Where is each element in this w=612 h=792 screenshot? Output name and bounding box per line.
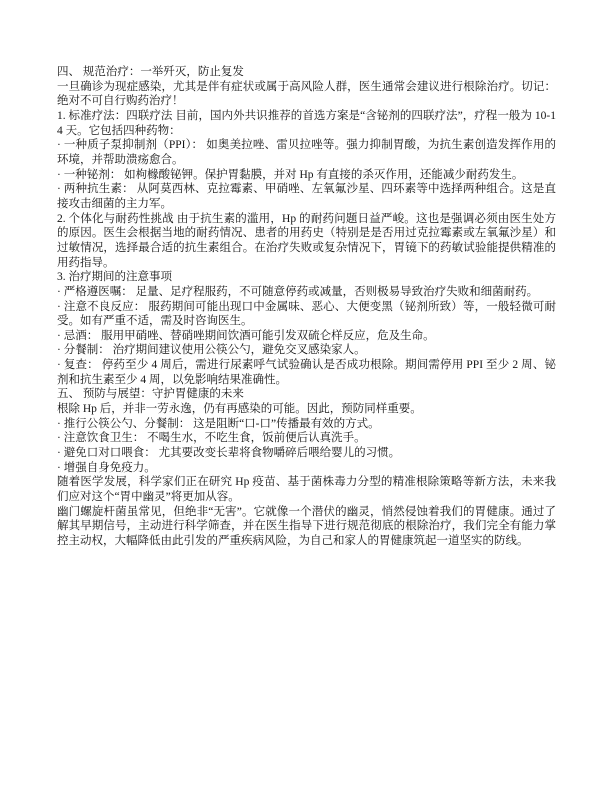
bullet-item: · 一种质子泵抑制剂（PPI）： 如奥美拉唑、雷贝拉唑等。强力抑制胃酸，为抗生素创造发挥作用的环境，并帮助溃疡愈合。 <box>57 139 556 166</box>
bullet-item: · 一种铋剂： 如枸橼酸铋钾。保护胃黏膜，并对 Hp 有直接的杀灭作用，还能减少耐药发生。 <box>57 168 524 181</box>
bullet-item: · 推行公筷公勺、分餐制： 这是阻断“口-口”传播最有效的方式。 <box>57 417 380 430</box>
bullet-item: · 严格遵医嘱： 足量、足疗程服药，不可随意停药或减量，否则极易导致治疗失败和细菌耐药。 <box>57 285 539 298</box>
bullet-item: · 复查： 停药至少 4 周后，需进行尿素呼气试验确认是否成功根除。期间需停用 PPI 至少 2 周、铋剂和抗生素至少 4 周，以免影响结果准确性。 <box>57 359 556 386</box>
section-heading: 四、 规范治疗：一举歼灭，防止复发 <box>57 66 244 78</box>
bullet-item: · 避免口对口喂食： 尤其要改变长辈将食物嚼碎后喂给婴儿的习惯。 <box>57 447 401 460</box>
document-text-block <box>57 65 556 549</box>
bullet-item: · 注意饮食卫生： 不喝生水，不吃生食，饭前便后认真洗手。 <box>57 432 366 445</box>
paragraph: 一旦确诊为现症感染，尤其是伴有症状或属于高风险人群，医生通常会建议进行根除治疗。切记：绝对不可自行购药治疗！ <box>57 80 556 108</box>
numbered-item: 1. 标准疗法：四联疗法 目前，国内外共识推荐的首选方案是“含铋剂的四联疗法”，疗程一般为 10-14 天。它包括四种药物： <box>57 109 556 137</box>
bullet-item: · 忌酒： 服用甲硝唑、替硝唑期间饮酒可能引发双硫仑样反应，危及生命。 <box>57 329 435 342</box>
numbered-item: 2. 个体化与耐药性挑战 由于抗生素的滥用，Hp 的耐药问题日益严峻。这也是强调必须由医生处方的原因。医生会根据当地的耐药情况、患者的用药史（特别是是否用过克拉霉素或左氧氟沙星）和过敏情况，选择最合适的抗生素组合。在治疗失败或复杂情况下，胃镜下的药敏试验能提供精准的用药指导。 <box>57 212 556 269</box>
bullet-item: · 两种抗生素： 从阿莫西林、克拉霉素、甲硝唑、左氧氟沙星、四环素等中选择两种组合。这是直接攻击细菌的主力军。 <box>57 183 556 210</box>
bullet-item: · 注意不良反应： 服药期间可能出现口中金属味、恶心、大便变黑（铋剂所致）等，一般轻微可耐受。如有严重不适，需及时咨询医生。 <box>57 300 556 328</box>
paragraph: 幽门螺旋杆菌虽常见，但绝非“无害”。它就像一个潜伏的幽灵，悄然侵蚀着我们的胃健康。通过了解其早期信号，主动进行科学筛查，并在医生指导下进行规范彻底的根除治疗，我们完全有能力掌控主动权，大幅降低由此引发的严重疾病风险，为自己和家人的胃健康筑起一道坚实的防线。 <box>57 505 556 547</box>
numbered-item: 3. 治疗期间的注意事项 <box>57 271 172 284</box>
section-heading: 五、 预防与展望：守护胃健康的未来 <box>57 388 244 401</box>
paragraph: 随着医学发展，科学家们正在研究 Hp 疫苗、基于菌株毒力分型的精准根除策略等新方法，未来我们应对这个“胃中幽灵”将更加从容。 <box>57 476 556 504</box>
bullet-item: · 增强自身免疫力。 <box>57 461 156 474</box>
paragraph: 根除 Hp 后，并非一劳永逸，仍有再感染的可能。因此，预防同样重要。 <box>57 403 422 416</box>
bullet-item: · 分餐制： 治疗期间建议使用公筷公勺，避免交叉感染家人。 <box>57 344 366 357</box>
